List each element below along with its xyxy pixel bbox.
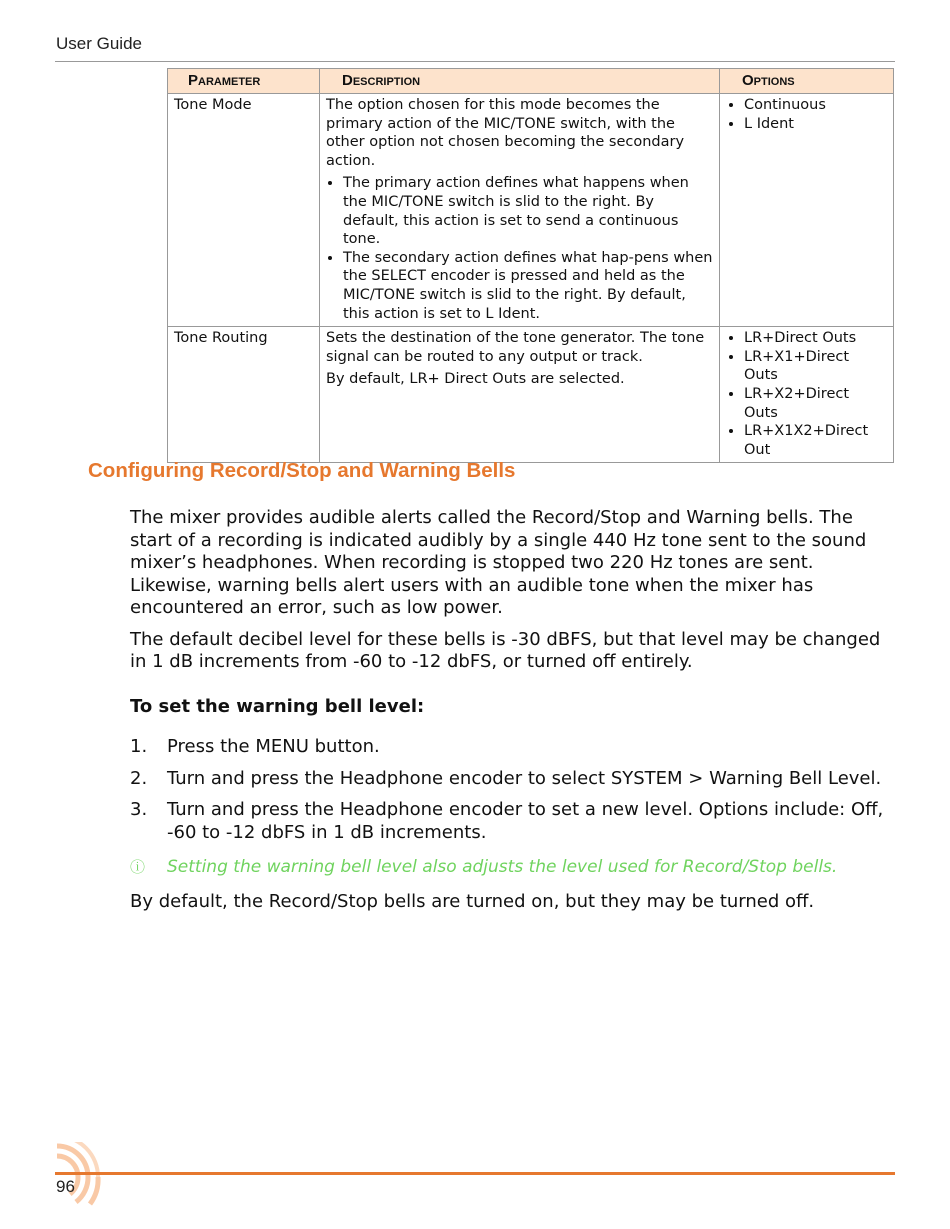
info-icon: ⓘ: [130, 858, 146, 876]
step-text: Press the MENU button.: [167, 736, 380, 757]
table-header-row: [168, 69, 894, 94]
parameter-cell: Tone Mode: [168, 94, 320, 327]
parameter-table: [167, 68, 894, 463]
list-item: • The secondary action defines what hap-pens when the SELECT encoder is pressed and held as the MIC/TONE switch is slid to the right. By default, this action is set to L Ident.: [343, 249, 713, 323]
options-list: [726, 96, 887, 133]
options-cell: [720, 327, 894, 463]
column-header-parameter: Parameter: [168, 69, 320, 94]
options-list: [726, 329, 887, 459]
header-divider: [55, 61, 895, 62]
running-header: User Guide: [56, 34, 142, 53]
list-item: • Continuous: [744, 96, 887, 115]
list-item: • LR+X2+Direct Outs: [744, 385, 887, 422]
step-number: 3.: [130, 799, 148, 820]
list-item: • The primary action defines what happens when the MIC/TONE switch is slid to the right. By default, this action is set to send a continuous tone.: [343, 174, 713, 248]
description-text: By default, LR+ Direct Outs are selected.: [326, 371, 625, 388]
description-text: Sets the destination of the tone generator. The tone signal can be routed to any output or track.: [326, 330, 705, 365]
list-item: • LR+Direct Outs: [744, 329, 887, 348]
description-cell: [320, 327, 720, 463]
info-note: [130, 856, 890, 879]
table-row: [168, 94, 894, 327]
footer-divider: [55, 1172, 895, 1175]
body-paragraph: The mixer provides audible alerts called the Record/Stop and Warning bells. The start of a recording is indicated audibly by a single 440 Hz tone sent to the sound mixer’s headphones. When recording is stopped two 220 Hz tones are sent. Likewise, warning bells alert users with an audible tone when the mixer has encountered an error, such as low power.: [130, 507, 867, 618]
procedure-steps: [130, 736, 890, 844]
description-text: The option chosen for this mode becomes the primary action of the MIC/TONE switch, with the other option not chosen becoming the secondary action.: [326, 97, 685, 169]
step-text: Turn and press the Headphone encoder to set a new level. Options include: Off, -60 to -12 dbFS in 1 dB increments.: [167, 799, 884, 843]
list-item: [130, 768, 890, 791]
procedure-heading: To set the warning bell level:: [130, 695, 425, 717]
body-paragraph: The default decibel level for these bells is -30 dBFS, but that level may be changed in 1 dB increments from -60 to -12 dbFS, or turned off entirely.: [130, 628, 881, 672]
note-text: Setting the warning bell level also adjusts the level used for Record/Stop bells.: [167, 857, 838, 877]
options-cell: [720, 94, 894, 327]
step-text: Turn and press the Headphone encoder to select SYSTEM > Warning Bell Level.: [167, 767, 882, 789]
step-number: 2.: [130, 767, 148, 789]
list-item: [130, 736, 890, 759]
section-body: [130, 507, 890, 922]
list-item: • L Ident: [744, 115, 887, 134]
column-header-description: Description: [320, 69, 720, 94]
description-bullets: [326, 174, 713, 323]
description-cell: [320, 94, 720, 327]
page-number: 96: [56, 1177, 75, 1196]
section-heading: Configuring Record/Stop and Warning Bells: [88, 459, 516, 482]
list-item: • LR+X1+Direct Outs: [744, 348, 887, 385]
list-item: [130, 799, 890, 844]
step-number: 1.: [130, 736, 148, 757]
table-row: [168, 327, 894, 463]
brand-logo-icon: [42, 1142, 112, 1212]
body-paragraph: By default, the Record/Stop bells are turned on, but they may be turned off.: [130, 890, 815, 912]
parameter-cell: Tone Routing: [168, 327, 320, 463]
list-item: • LR+X1X2+Direct Out: [744, 422, 887, 459]
column-header-options: Options: [720, 69, 894, 94]
